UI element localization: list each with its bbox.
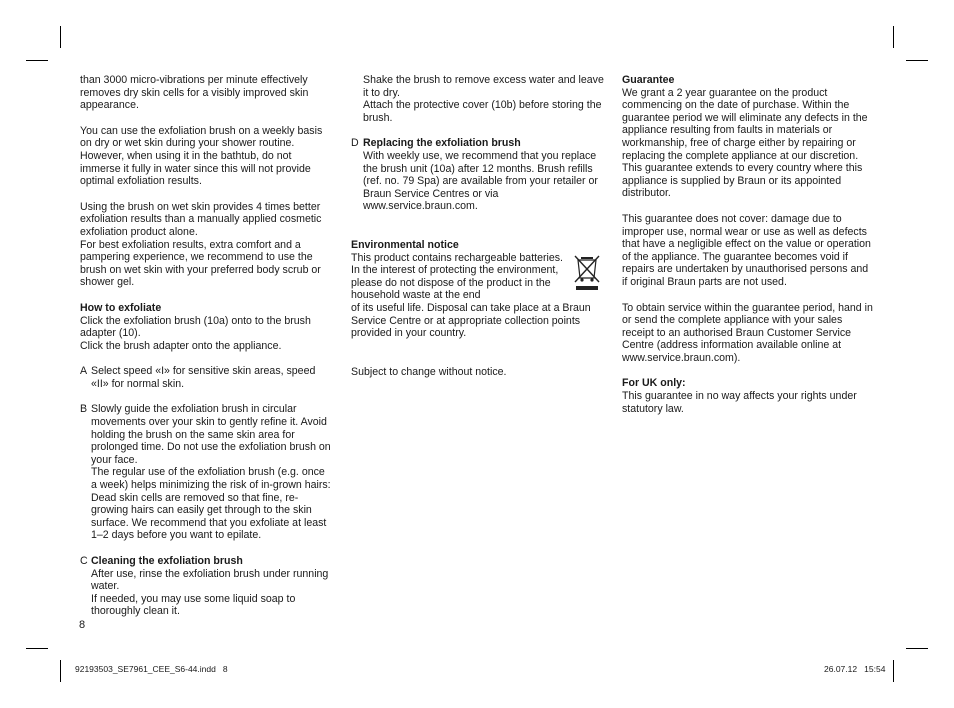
crop-mark bbox=[60, 26, 61, 48]
step-text: After use, rinse the exfoliation brush under running water. bbox=[91, 567, 329, 593]
paragraph: To obtain service within the guarantee period, hand in or send the complete appliance with your sales receipt to an authorised Braun Customer Service Centre (address information available online at www.service.braun.com). bbox=[622, 301, 873, 364]
step-letter: D bbox=[351, 137, 359, 150]
crop-mark bbox=[906, 60, 928, 61]
crop-mark bbox=[60, 660, 61, 682]
paragraph: Using the brush on wet skin provides 4 times better exfoliation results than a manually applied cosmetic exfoliation product alone. bbox=[80, 200, 322, 238]
step-a bbox=[80, 365, 332, 390]
paragraph: However, when using it in the bathtub, do not immerse it fully in water since this will not provide optimal exfoliation results. bbox=[80, 149, 311, 188]
paragraph: For best exfoliation results, extra comfort and a pampering experience, we recommend to use the brush on wet skin with your preferred body scrub or shower gel. bbox=[80, 238, 321, 289]
page-number: 8 bbox=[79, 619, 86, 631]
paragraph: Attach the protective cover (10b) before storing the brush. bbox=[363, 99, 602, 124]
step-text: The regular use of the exfoliation brush (e.g. once a week) helps minimizing the risk of in-grown hairs: Dead skin cells are removed so that fine, re-growing hairs can easily get through to the skin surface. We recommend that you exfoliate at least 1–2 days before you want to epilate. bbox=[91, 466, 331, 542]
column-1 bbox=[80, 74, 332, 618]
file-slug: 92193503_SE7961_CEE_S6-44.indd 8 bbox=[75, 664, 228, 674]
environmental-notice-heading: Environmental notice bbox=[351, 238, 459, 251]
step-text: Select speed «I» for sensitive skin areas, speed «II» for normal skin. bbox=[91, 365, 316, 390]
paragraph: Subject to change without notice. bbox=[351, 365, 507, 378]
step-d bbox=[351, 137, 605, 213]
paragraph: This product contains rechargeable batteries. In the interest of protecting the environment, please do not dispose of the product in the household waste at the end bbox=[351, 251, 563, 302]
crop-mark bbox=[893, 26, 894, 48]
crossed-out-wheelie-bin-icon bbox=[573, 254, 605, 302]
crop-mark bbox=[26, 60, 48, 61]
paragraph: This guarantee in no way affects your rights under statutory law. bbox=[622, 390, 857, 415]
paragraph: Shake the brush to remove excess water and leave it to dry. bbox=[363, 74, 604, 99]
paragraph: Click the exfoliation brush (10a) onto to the brush adapter (10). bbox=[80, 314, 311, 340]
column-2 bbox=[351, 74, 605, 378]
step-c bbox=[80, 555, 332, 618]
step-letter: A bbox=[80, 365, 88, 378]
how-to-exfoliate-heading: How to exfoliate bbox=[80, 301, 162, 314]
column-3 bbox=[622, 74, 876, 415]
uk-only-heading: For UK only: bbox=[622, 377, 686, 390]
date-slug: 26.07.12 15:54 bbox=[824, 664, 886, 674]
replacing-heading: Replacing the exfoliation brush bbox=[363, 137, 521, 150]
paragraph: This guarantee extends to every country where this appliance is supplied by Braun or its appointed distributor. bbox=[622, 162, 863, 200]
crop-mark bbox=[26, 648, 48, 649]
step-text: With weekly use, we recommend that you replace the brush unit (10a) after 12 months. Brush refills (ref. no. 79 Spa) are available from your retailer or Braun Service Centres or via www.service.braun.com. bbox=[363, 149, 598, 213]
paragraph: You can use the exfoliation brush on a weekly basis on dry or wet skin during your shower routine. bbox=[80, 124, 323, 150]
guarantee-heading: Guarantee bbox=[622, 74, 675, 86]
step-letter: C bbox=[80, 555, 88, 567]
paragraph: We grant a 2 year guarantee on the product commencing on the date of purchase. Within the guarantee period we will eliminate any defects in the appliance resulting from faults in materials or workmanship, free of charge either by repairing or replacing the complete appliance at our discretion. bbox=[622, 86, 868, 162]
paragraph: than 3000 micro-vibrations per minute effectively removes dry skin cells for a visibly improved skin appearance. bbox=[80, 74, 309, 112]
crop-mark bbox=[906, 648, 928, 649]
step-text: Slowly guide the exfoliation brush in circular movements over your skin to gently refine it. Avoid holding the brush on the same skin area for prolonged time. Do not use the exfoliation brush on your face. bbox=[91, 403, 331, 466]
step-b bbox=[80, 403, 332, 542]
step-text: If needed, you may use some liquid soap to thoroughly clean it. bbox=[91, 592, 296, 618]
paragraph: of its useful life. Disposal can take place at a Braun Service Centre or at appropriate collection points provided in your country. bbox=[351, 301, 591, 340]
paragraph: Click the brush adapter onto the appliance. bbox=[80, 339, 282, 352]
cleaning-heading: Cleaning the exfoliation brush bbox=[91, 555, 243, 567]
paragraph: This guarantee does not cover: damage due to improper use, normal wear or use as well as defects that have a negligible effect on the value or operation of the appliance. The guarantee becomes void if repairs are undertaken by unauthorised persons and if original Braun parts are not used. bbox=[622, 212, 871, 288]
crop-mark bbox=[893, 660, 894, 682]
step-letter: B bbox=[80, 403, 88, 416]
